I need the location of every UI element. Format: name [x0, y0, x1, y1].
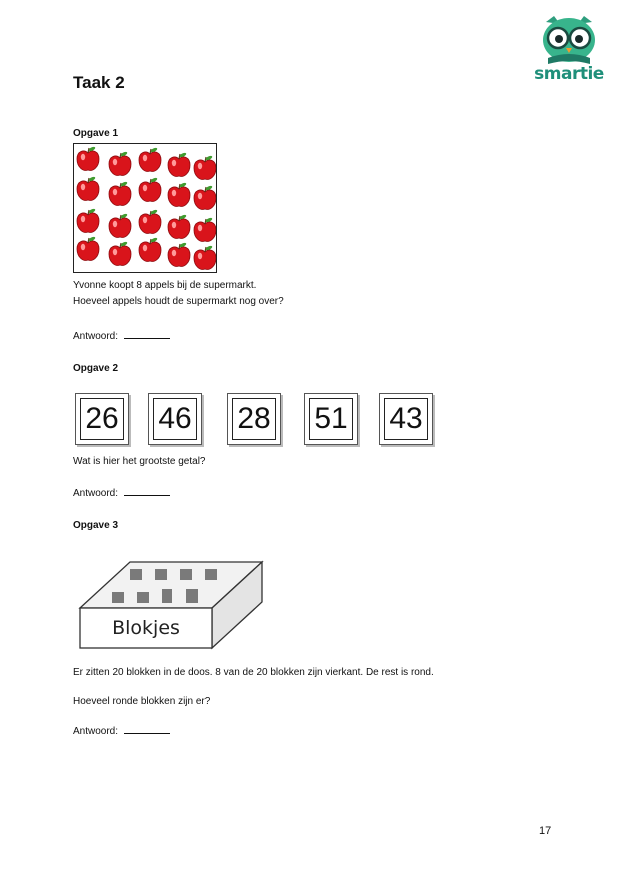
apple-icon [194, 245, 216, 269]
number-card [304, 393, 358, 445]
apple-icon [77, 176, 99, 200]
q3-answer-blank[interactable] [124, 725, 170, 734]
apples-icon [74, 144, 216, 272]
q2-heading: Opgave 2 [73, 363, 119, 374]
q2-answer-blank[interactable] [124, 487, 170, 496]
apple-icon [168, 182, 190, 206]
number-card-value: 28 [232, 398, 276, 440]
q2-question: Wat is hier het grootste getal? [73, 456, 206, 467]
brand-name: smartie [534, 64, 604, 84]
number-card [148, 393, 202, 445]
apple-icon [139, 209, 161, 233]
page-number: 17 [539, 825, 552, 837]
apple-icon [194, 155, 216, 179]
q1-heading: Opgave 1 [73, 128, 119, 139]
q3-answer-label: Antwoord: [73, 726, 119, 737]
q1-answer-label: Antwoord: [73, 331, 119, 342]
number-card [75, 393, 129, 445]
page-title: Taak 2 [73, 73, 125, 92]
number-card-value: 43 [384, 398, 428, 440]
apple-icon [77, 146, 99, 170]
owl-icon [530, 14, 608, 66]
apple-icon [194, 185, 216, 209]
apple-icon [139, 147, 161, 171]
q1-answer-blank[interactable] [124, 330, 170, 339]
apple-icon [194, 217, 216, 241]
blocks-box-image [78, 558, 264, 650]
number-card-value: 51 [309, 398, 353, 440]
q1-line1: Yvonne koopt 8 appels bij de supermarkt. [73, 280, 257, 291]
apple-icon [139, 237, 161, 261]
q3-answer [73, 725, 170, 737]
smartie-logo [530, 14, 608, 86]
apples-image [73, 143, 217, 273]
q3-heading: Opgave 3 [73, 520, 119, 531]
apple-icon [168, 152, 190, 176]
q3-line1: Er zitten 20 blokken in de doos. 8 van de 20 blokken zijn vierkant. De rest is rond. [73, 667, 434, 678]
apple-icon [109, 151, 131, 175]
q3-line2: Hoeveel ronde blokken zijn er? [73, 696, 211, 707]
number-card-value: 26 [80, 398, 124, 440]
apple-icon [109, 181, 131, 205]
apple-icon [168, 242, 190, 266]
box-label: Blokjes [112, 617, 180, 639]
apple-icon [168, 214, 190, 238]
number-card [227, 393, 281, 445]
apple-icon [77, 236, 99, 260]
q2-answer [73, 487, 170, 499]
number-card [379, 393, 433, 445]
q2-answer-label: Antwoord: [73, 488, 119, 499]
apple-icon [109, 213, 131, 237]
number-card-value: 46 [153, 398, 197, 440]
apple-icon [77, 208, 99, 232]
q1-answer [73, 330, 170, 342]
apple-icon [109, 241, 131, 265]
q1-line2: Hoeveel appels houdt de supermarkt nog over? [73, 296, 284, 307]
apple-icon [139, 177, 161, 201]
